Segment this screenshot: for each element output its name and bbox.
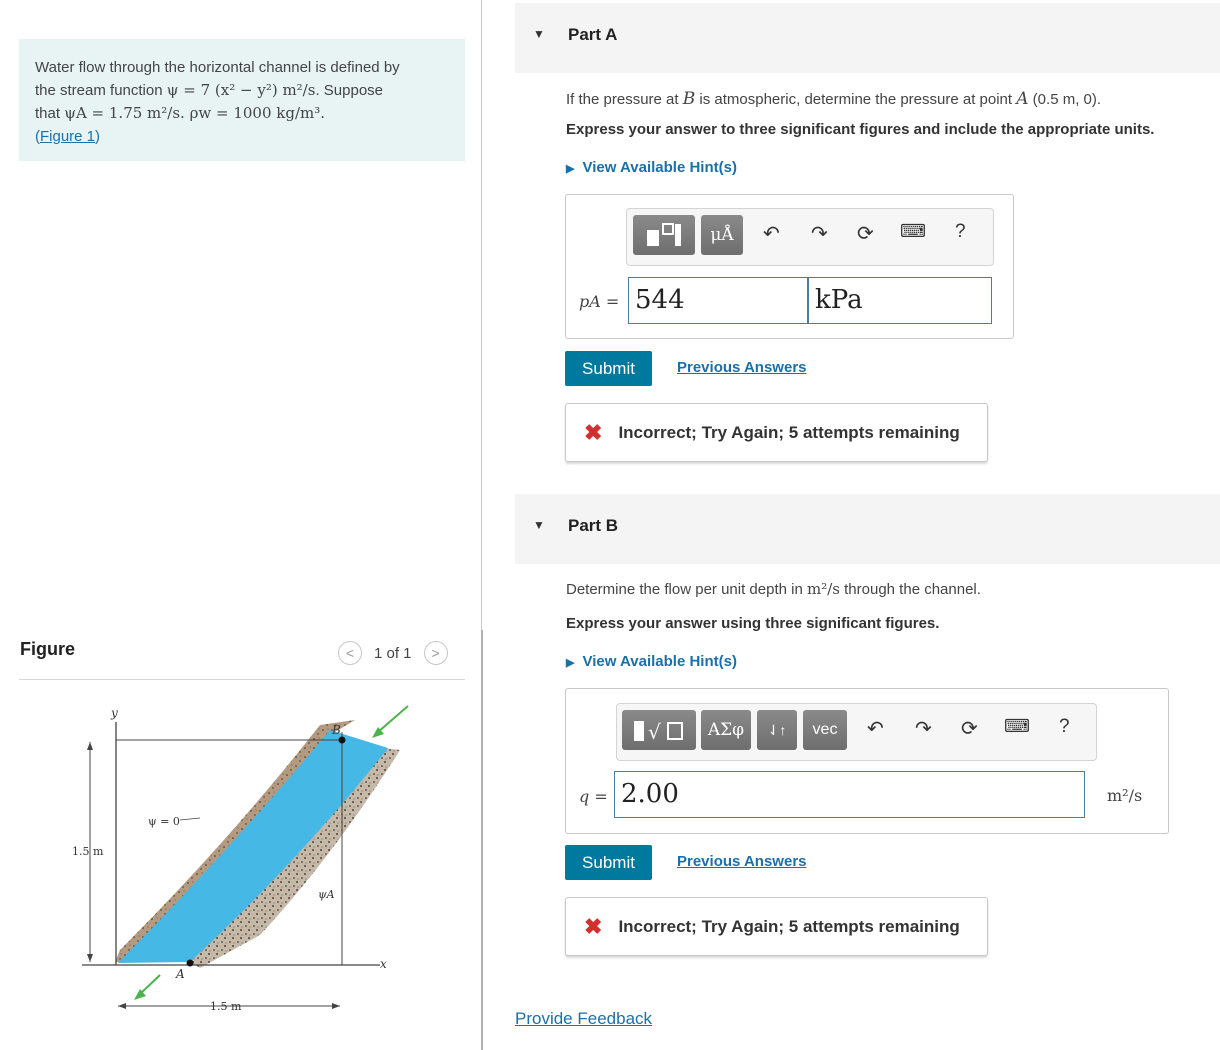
- figure-link-line: (Figure 1): [35, 128, 101, 145]
- part-a-title: Part A: [568, 25, 618, 44]
- greek-symbols-icon: ΑΣφ: [707, 720, 745, 740]
- point-B: [339, 737, 346, 744]
- channel-figure: [60, 700, 410, 1020]
- keyboard-icon[interactable]: ⌨: [900, 221, 926, 241]
- symbols-button[interactable]: [701, 710, 751, 750]
- reset-icon[interactable]: ⟳: [961, 718, 978, 740]
- part-a-var-label: pA =: [579, 292, 620, 311]
- part-a-question: If the pressure at B is atmospheric, determine the pressure at point A (0.5 m, 0).: [566, 89, 1102, 109]
- incorrect-x-icon: ✖: [584, 913, 603, 939]
- part-b-question: Determine the flow per unit depth in m²/s through the channel.: [566, 580, 981, 598]
- part-b-var-label: q =: [579, 787, 608, 806]
- point-A: [187, 960, 194, 967]
- label-psi0: ψ = 0: [148, 815, 180, 828]
- figure-title: Figure: [20, 639, 76, 659]
- help-button[interactable]: ?: [1059, 716, 1070, 737]
- undo-icon[interactable]: ↶: [763, 223, 780, 245]
- label-A: A: [176, 967, 185, 981]
- part-a-previous-answers-link[interactable]: Previous Answers: [677, 359, 807, 376]
- part-b-title: Part B: [568, 516, 619, 535]
- label-B: B: [332, 723, 341, 737]
- next-figure-button[interactable]: [424, 641, 448, 665]
- undo-icon[interactable]: ↶: [867, 718, 884, 740]
- chevron-left-icon: <: [345, 645, 355, 661]
- svg-text:√: √: [648, 720, 661, 744]
- collapse-triangle-icon: ▼: [533, 518, 545, 532]
- collapse-triangle-icon: ▼: [533, 27, 545, 41]
- chevron-right-icon: >: [431, 645, 440, 661]
- part-b-value-input[interactable]: 2.00: [614, 771, 1085, 818]
- part-b-instruction: Express your answer using three significant figures.: [566, 615, 940, 632]
- part-b-previous-answers-link[interactable]: Previous Answers: [677, 853, 807, 870]
- provide-feedback-link[interactable]: Provide Feedback: [515, 1009, 653, 1028]
- problem-line-1: Water flow through the horizontal channel is defined by: [35, 59, 400, 76]
- units-mu-icon: μÅ: [710, 225, 734, 245]
- help-button[interactable]: ?: [955, 221, 966, 242]
- part-a-submit-button[interactable]: Submit: [565, 351, 652, 386]
- subscript-button[interactable]: [757, 710, 797, 750]
- part-b-submit-button[interactable]: Submit: [565, 845, 652, 880]
- caret-right-icon: ▶: [566, 657, 575, 669]
- redo-icon[interactable]: ↷: [811, 223, 828, 245]
- part-b-math-toolbar: [616, 703, 1097, 761]
- figure-link[interactable]: Figure 1: [40, 128, 96, 145]
- part-a-value-input[interactable]: 544: [628, 277, 808, 324]
- figure-divider: [19, 679, 465, 680]
- arrows-icon: ⇃↑: [767, 721, 787, 738]
- label-width: 1.5 m: [210, 1000, 242, 1013]
- units-button[interactable]: [701, 215, 743, 255]
- templates-button[interactable]: [622, 710, 696, 750]
- keyboard-icon[interactable]: ⌨: [1004, 716, 1030, 736]
- redo-icon[interactable]: ↷: [915, 718, 932, 740]
- problem-line-2: the stream function ψ = 7 (x² − y²) m²/s. Suppose: [35, 81, 384, 99]
- label-x: x: [380, 957, 387, 971]
- part-a-header[interactable]: [515, 3, 1220, 73]
- label-height: 1.5 m: [72, 845, 104, 858]
- part-a-instruction: Express your answer to three significant figures and include the appropriate units.: [566, 121, 1155, 138]
- part-b-header[interactable]: [515, 494, 1220, 564]
- label-y: y: [111, 706, 118, 720]
- given-values-math: ψA = 1.75 m²/s. ρw = 1000 kg/m³.: [64, 104, 326, 122]
- stream-function-math: ψ = 7 (x² − y²) m²/s: [166, 81, 316, 99]
- label-psiA: ψA: [318, 888, 335, 901]
- part-a-feedback: ✖ Incorrect; Try Again; 5 attempts remaining: [565, 403, 988, 462]
- part-b-answer-panel: [565, 688, 1169, 834]
- part-a-unit-input[interactable]: kPa: [808, 277, 992, 324]
- templates-button[interactable]: [633, 215, 695, 255]
- part-a-math-toolbar: [626, 208, 994, 266]
- sqrt-template-icon: [628, 715, 690, 745]
- incorrect-x-icon: ✖: [584, 419, 603, 445]
- reset-icon[interactable]: ⟳: [857, 223, 874, 245]
- part-b-hint-toggle[interactable]: ▶ View Available Hint(s): [566, 653, 737, 670]
- problem-statement: [19, 39, 465, 161]
- figure-pager: [338, 641, 448, 665]
- part-b-unit: m²/s: [1107, 786, 1143, 805]
- template-icon: [641, 220, 687, 250]
- vec-button[interactable]: vec: [803, 710, 847, 750]
- prev-figure-button[interactable]: [338, 641, 362, 665]
- part-b-feedback: ✖ Incorrect; Try Again; 5 attempts remaining: [565, 897, 988, 956]
- part-a-answer-panel: [565, 194, 1014, 339]
- figure-count: 1 of 1: [374, 644, 412, 662]
- problem-line-3: that ψA = 1.75 m²/s. ρw = 1000 kg/m³.: [35, 104, 326, 122]
- part-a-hint-toggle[interactable]: ▶ View Available Hint(s): [566, 159, 737, 176]
- column-divider-strong: [481, 630, 483, 1050]
- caret-right-icon: ▶: [566, 163, 575, 175]
